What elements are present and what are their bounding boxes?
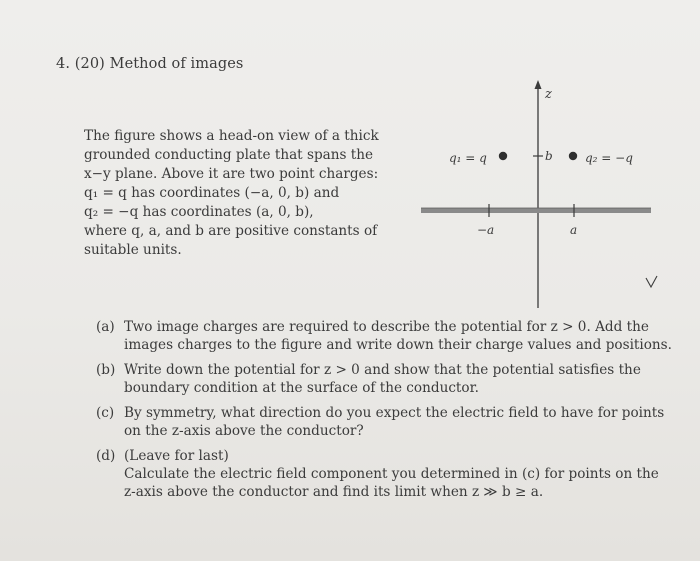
- part-d: [96, 447, 668, 501]
- part-line: Write down the potential for z > 0 and show that the potential satisfies the: [124, 362, 641, 378]
- z-axis-arrowhead: [535, 80, 542, 89]
- q2-charge-dot: [569, 152, 577, 160]
- part-tag: (d): [96, 448, 116, 464]
- intro-line: q₁ = q has coordinates (−a, 0, b) and: [84, 185, 340, 201]
- part-line: images charges to the figure and write down their charge values and positions.: [124, 337, 672, 353]
- a-label: a: [570, 223, 578, 237]
- part-line: (Leave for last): [124, 448, 229, 464]
- intro-line: x−y plane. Above it are two point charges:: [84, 166, 379, 182]
- neg-a-label: −a: [477, 223, 495, 237]
- part-line: Calculate the electric field component you determined in (c) for points on the: [124, 466, 659, 482]
- intro-line: where q, a, and b are positive constants of: [84, 223, 378, 239]
- intro-line: The figure shows a head-on view of a thick: [84, 128, 379, 144]
- q1-charge-dot: [499, 152, 507, 160]
- charges-figure: [405, 78, 675, 310]
- part-line: Two image charges are required to describe the potential for z > 0. Add the: [124, 319, 649, 335]
- part-a: [96, 318, 672, 354]
- conducting-plate: [421, 208, 651, 213]
- part-c: [96, 404, 668, 440]
- problem-intro: [84, 127, 389, 260]
- z-axis-label: z: [545, 87, 552, 102]
- part-tag: (c): [96, 405, 115, 421]
- b-label: b: [545, 149, 553, 163]
- part-line: on the z-axis above the conductor?: [124, 423, 364, 439]
- q1-label: q₁ = q: [449, 151, 487, 165]
- part-line: By symmetry, what direction do you expect the electric field to have for points: [124, 405, 665, 421]
- pencil-checkmark: [646, 276, 657, 287]
- problem-parts: [96, 318, 672, 508]
- part-line: z-axis above the conductor and find its limit when z ≫ b ≥ a.: [124, 484, 544, 500]
- intro-line: q₂ = −q has coordinates (a, 0, b),: [84, 204, 314, 220]
- intro-line: grounded conducting plate that spans the: [84, 147, 374, 163]
- problem-heading: 4. (20) Method of images: [56, 56, 244, 72]
- intro-line: suitable units.: [84, 242, 182, 258]
- part-line: boundary condition at the surface of the conductor.: [124, 380, 479, 396]
- part-b: [96, 361, 668, 397]
- q2-label: q₂ = −q: [585, 151, 633, 165]
- part-tag: (b): [96, 362, 116, 378]
- part-tag: (a): [96, 319, 115, 335]
